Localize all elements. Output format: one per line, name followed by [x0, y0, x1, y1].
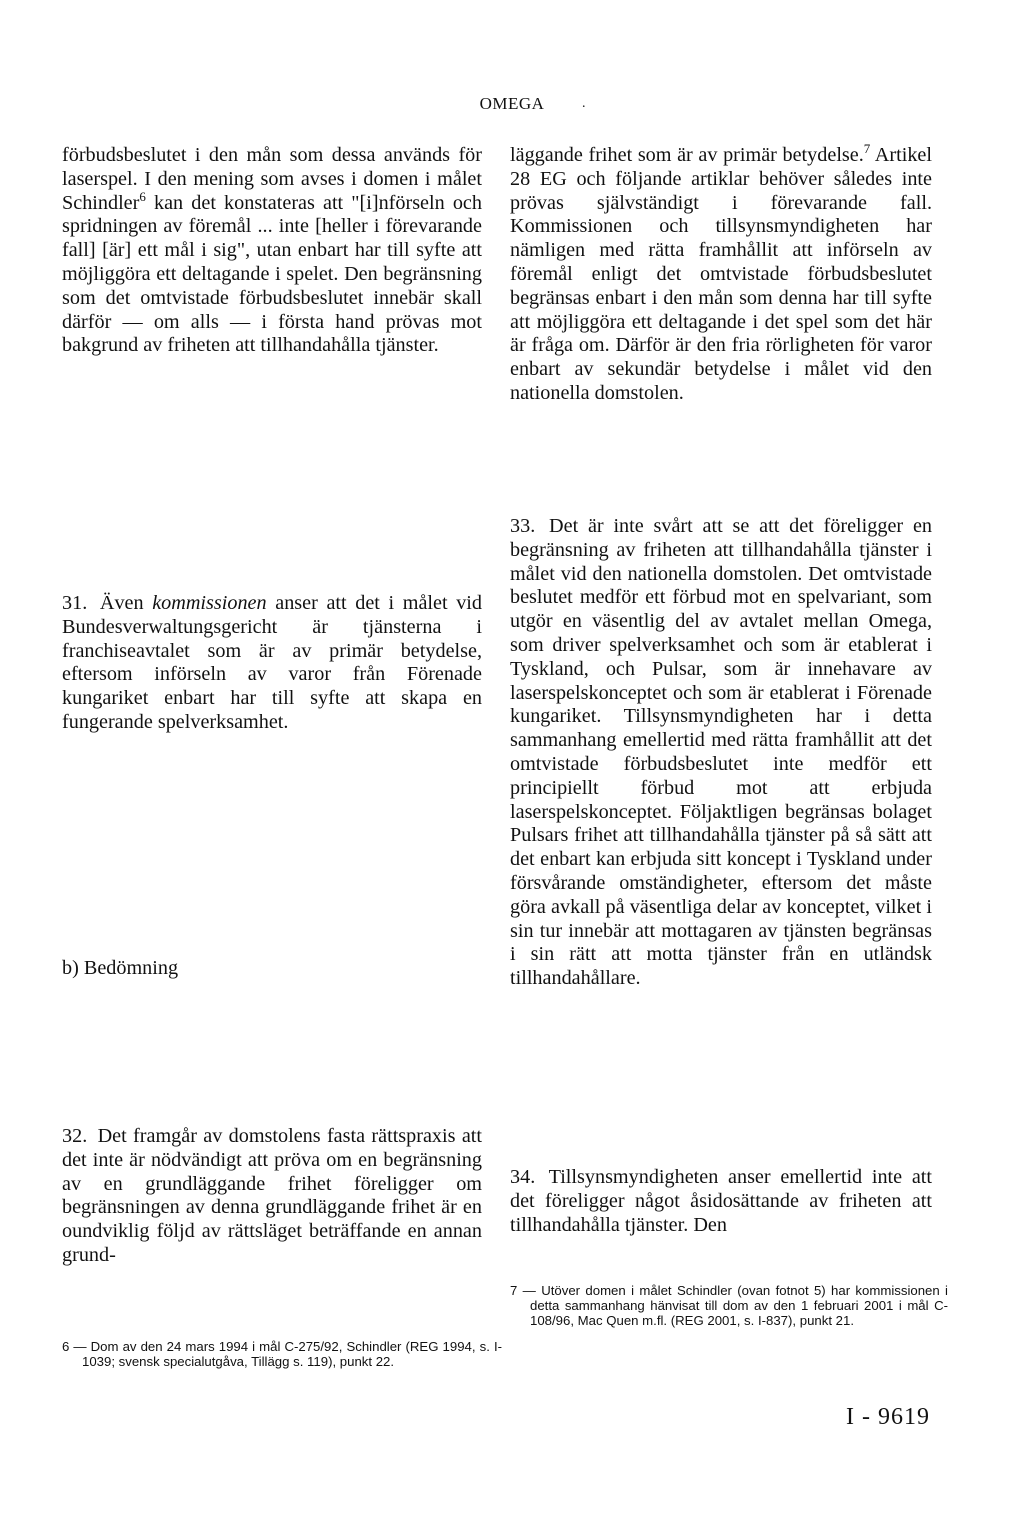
paragraph-32: 32. Det framgår av domstolens fasta rättspraxis att det inte är nödvändigt att pröva om en begränsning av en grundläggande frihet föreligger om begränsningen av denna grundläggande frihet är en oundviklig följd av rättsläget beträffande en annan grund-	[62, 1125, 483, 1266]
continued-paragraph-right: läggande frihet som är av primär betydelse.$^7$ Artikel 28 EG och följande artiklar behöver således inte prövas självständigt i förevarande fall. Kommissionen och tillsynsmyndigheten har nämligen med rätta framhållit att införseln av föremål enligt det omtvistade förbudsbeslutet begränsas enbart i den mån som denna har till syfte att möjliggöra ett deltagande i det spel som det här är fråga om. Därför är den fria rörligheten för varor enbart av sekundär betydelse i målet vid den nationella domstolen.	[510, 141, 932, 404]
paragraph-34: 34. Tillsynsmyndigheten anser emellertid inte att det föreligger något åsidosättande av friheten att tillhandahålla tjänster. Den	[510, 1166, 932, 1236]
paragraph-number: 33.	[510, 515, 536, 537]
footnote-6: 6 — Dom av den 24 mars 1994 i mål C-275/92, Schindler (REG 1994, s. I-1039; svensk specialutgåva, Tillägg s. 119), punkt 22.	[62, 1339, 502, 1369]
paragraph-number: 31.	[62, 592, 88, 614]
paragraph-31: 31. Även kommissionen anser att det i målet vid Bundesverwaltungsgericht är tjänsterna i franchiseavtalet som är av primär betydelse, eftersom införseln av varor från Förenade kungariket enbart har till syfte att skapa en fungerande spelverksamhet.	[62, 592, 483, 733]
header-dot: .	[582, 96, 586, 111]
paragraph-number: 32.	[62, 1125, 88, 1147]
footnote-ref-7[interactable]: 7	[863, 141, 871, 156]
footnote-7: 7 — Utöver domen i målet Schindler (ovan fotnot 5) har kommissionen i detta sammanhang hänvisat till dom av den 1 februari 2001 i mål C-108/96, Mac Quen m.fl. (REG 2001, s. I-837), punkt 21.	[510, 1283, 948, 1328]
footnote-ref-6[interactable]: 6	[139, 188, 146, 204]
page-number: I - 9619	[846, 1404, 930, 1430]
paragraph-number: 34.	[510, 1166, 536, 1188]
running-header: OMEGA	[479, 94, 545, 113]
continued-paragraph-left: förbudsbeslutet i den mån som dessa används för laserspel. I den mening som avses i domen i målet Schindler$^6$ kan det konstateras att "[i]nförseln och spridningen av föremål ... inte [heller i förevarande fall] [är] ett mål i sig", utan enbart har till syfte att möjliggöra ett deltagande i spelet. Den begränsning som det omtvistade förbudsbeslutet innebär skall därför — om alls — i första hand prövas mot bakgrund av friheten att tillhandahålla tjänster.	[62, 144, 482, 357]
paragraph-33: 33. Det är inte svårt att se att det föreligger en begränsning av friheten att tillhandahålla tjänster i målet vid den nationella domstolen. Det omtvistade beslutet medför ett förbud mot en spelvariant, som utgör en väsentlig del av avtalet mellan Omega, som driver spelverksamhet och som är etablerat i Tyskland, och Pulsar, som är innehavare av laserspelskonceptet och som är etablerat i Förenade kungariket. Tillsynsmyndigheten har i detta sammanhang emellertid med rätta framhållit att det omtvistade förbudsbeslutet inte medför ett principiellt förbud mot att erbjuda laserspelskonceptet. Följaktligen begränsas bolaget Pulsars frihet att tillhandahålla tjänster på så sätt att det enbart kan erbjuda sitt koncept i Tyskland under försvårande omständigheter, eftersom det måste göra avkall på väsentliga delar av konceptet, vilket i sin tur innebär att mottagaren av tjänsten begränsas i sin rätt att motta tjänster från en utländsk tillhandahållare.	[510, 515, 932, 990]
section-heading: b) Bedömning	[62, 957, 179, 979]
